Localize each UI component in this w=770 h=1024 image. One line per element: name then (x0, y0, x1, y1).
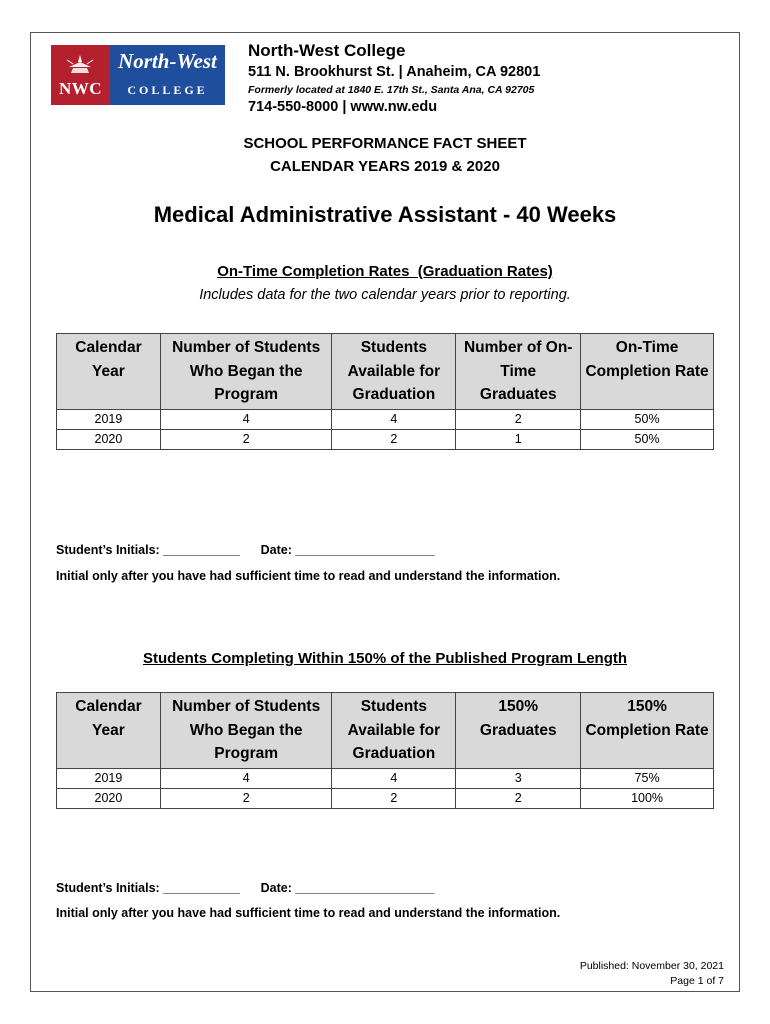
table-row (57, 788, 714, 808)
logo-nwc-text: NWC (58, 79, 103, 98)
date-label: Date: (260, 881, 292, 895)
table-row (57, 429, 714, 449)
column-header: 150% Completion Rate (581, 693, 714, 769)
table-cell: 2 (456, 788, 581, 808)
table-cell: 4 (160, 409, 332, 429)
program-title: Medical Administrative Assistant - 40 Weeks (153, 202, 617, 227)
initials-line (56, 881, 434, 895)
column-header: Number of Students Who Began the Program (160, 334, 332, 410)
table-cell: 2019 (57, 409, 161, 429)
table-cell: 4 (332, 768, 456, 788)
initials-line (56, 543, 434, 557)
ontime-completion-table (56, 333, 714, 450)
page-number: Page 1 of 7 (670, 975, 724, 987)
initials-label: Student’s Initials: (56, 543, 160, 557)
logo-blue-panel (110, 45, 225, 105)
former-address: Formerly located at 1840 E. 17th St., Santa Ana, CA 92705 (248, 84, 535, 96)
table-cell: 50% (581, 409, 714, 429)
table-cell: 2019 (57, 768, 161, 788)
table-cell: 1 (456, 429, 581, 449)
table-row (57, 409, 714, 429)
completion-150-table (56, 692, 714, 809)
column-header: 150% Graduates (456, 693, 581, 769)
column-header: Students Available for Graduation (332, 693, 456, 769)
initials-blank[interactable]: ___________ (163, 881, 240, 895)
column-header: On-Time Completion Rate (581, 334, 714, 410)
torch-emblem-icon (65, 53, 95, 75)
table-cell: 2 (332, 429, 456, 449)
phone-website: 714-550-8000 | www.nw.edu (248, 99, 438, 115)
published-date: Published: November 30, 2021 (579, 960, 724, 972)
page-border (30, 32, 740, 992)
column-header: Calendar Year (57, 693, 161, 769)
logo-college-text: COLLEGE (127, 83, 208, 97)
table-cell: 2020 (57, 429, 161, 449)
date-blank[interactable]: ____________________ (295, 881, 435, 895)
table-cell: 2 (456, 409, 581, 429)
table-cell: 3 (456, 768, 581, 788)
initials-note: Initial only after you have had sufficient time to read and understand the information. (56, 569, 561, 583)
table-cell: 100% (581, 788, 714, 808)
table-cell: 4 (332, 409, 456, 429)
section-subtitle: Includes data for the two calendar years prior to reporting. (199, 287, 571, 303)
logo-script-text: North-West (118, 49, 217, 73)
column-header: Calendar Year (57, 334, 161, 410)
table-cell: 4 (160, 768, 332, 788)
sheet-title: SCHOOL PERFORMANCE FACT SHEET (243, 135, 527, 152)
college-logo (51, 45, 225, 105)
table-header-row (57, 334, 714, 410)
initials-blank[interactable]: ___________ (163, 543, 240, 557)
section-title-150: Students Completing Within 150% of the Published Program Length (142, 650, 628, 667)
table-cell: 75% (581, 768, 714, 788)
section-title-ontime: On-Time Completion Rates (Graduation Rates) (217, 263, 553, 280)
table-cell: 2020 (57, 788, 161, 808)
college-address: 511 N. Brookhurst St. | Anaheim, CA 92801 (248, 64, 541, 80)
logo-red-panel (51, 45, 110, 105)
college-name: North-West College (248, 41, 406, 60)
table-cell: 2 (332, 788, 456, 808)
column-header: Students Available for Graduation (332, 334, 456, 410)
date-label: Date: (260, 543, 292, 557)
table-cell: 2 (160, 429, 332, 449)
date-blank[interactable]: ____________________ (295, 543, 435, 557)
sheet-years: CALENDAR YEARS 2019 & 2020 (270, 158, 500, 175)
column-header: Number of Students Who Began the Program (160, 693, 332, 769)
table-cell: 2 (160, 788, 332, 808)
table-row (57, 768, 714, 788)
initials-label: Student’s Initials: (56, 881, 160, 895)
table-cell: 50% (581, 429, 714, 449)
column-header: Number of On-Time Graduates (456, 334, 581, 410)
table-header-row (57, 693, 714, 769)
initials-note: Initial only after you have had sufficient time to read and understand the information. (56, 906, 561, 920)
